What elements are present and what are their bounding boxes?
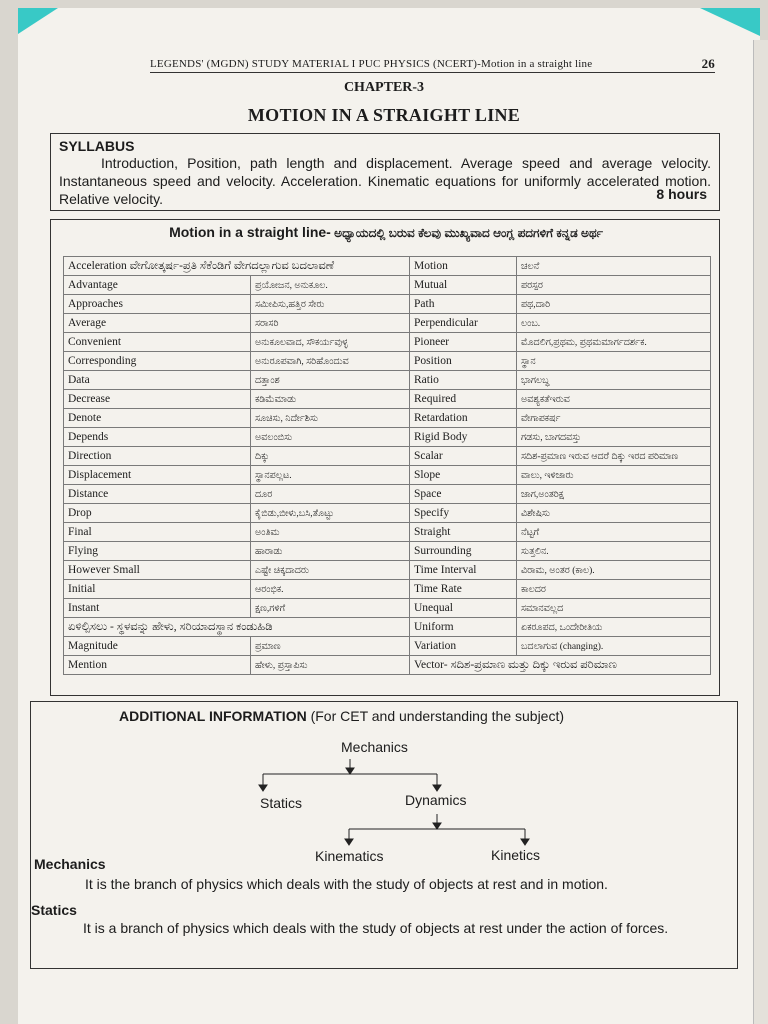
glossary-row	[64, 295, 711, 314]
glossary-term: Scalar	[410, 447, 517, 466]
glossary-meaning: ಚಲನೆ	[517, 257, 711, 276]
glossary-term: Distance	[64, 485, 251, 504]
glossary-meaning: ಪರಸ್ಪರ	[517, 276, 711, 295]
glossary-term: Denote	[64, 409, 251, 428]
glossary-term: Time Rate	[410, 580, 517, 599]
glossary-meaning: ಹೇಳು, ಪ್ರಸ್ತಾಪಿಸು	[251, 656, 410, 675]
glossary-row	[64, 257, 711, 276]
glossary-row	[64, 466, 711, 485]
glossary-meaning: ಕ್ಷಣ,ಗಳಿಗೆ	[251, 599, 410, 618]
glossary-term: Mention	[64, 656, 251, 675]
glossary-meaning: ದತ್ತಾಂಶ	[251, 371, 410, 390]
glossary-heading-kn: ಅಧ್ಯಾಯದಲ್ಲಿ ಬರುವ ಕೆಲವು ಮುಖ್ಯವಾದ ಆಂಗ್ಲ ಪದಗಳಿಗೆ ಕನ್ನಡ ಅರ್ಥ	[330, 226, 603, 240]
glossary-meaning: ಭಾಗಲಬ್ಧ	[517, 371, 711, 390]
glossary-term: Required	[410, 390, 517, 409]
glossary-term: Surrounding	[410, 542, 517, 561]
glossary-row	[64, 504, 711, 523]
glossary-term: Final	[64, 523, 251, 542]
glossary-term: Corresponding	[64, 352, 251, 371]
glossary-meaning: ಎಷ್ಟೇ ಚಿಕ್ಕದಾದರು	[251, 561, 410, 580]
tree-node-root: Mechanics	[341, 739, 408, 755]
glossary-row	[64, 523, 711, 542]
glossary-row	[64, 618, 711, 637]
glossary-meaning: ಅಂತಿಮ	[251, 523, 410, 542]
syllabus-text: Introduction, Position, path length and displacement. Average speed and average velocity. Instantaneous speed and velocity. Acceleration. Kinematic equations for uniformly accelerated motion. Relative velocity.	[59, 155, 711, 207]
glossary-meaning: ಅನುರೂಪವಾಗಿ, ಸರಿಹೊಂದುವ	[251, 352, 410, 371]
glossary-term: Decrease	[64, 390, 251, 409]
tree-arrowhead	[433, 823, 441, 829]
additional-info-box	[30, 701, 738, 969]
glossary-heading	[51, 224, 721, 241]
glossary-term: Pioneer	[410, 333, 517, 352]
glossary-heading-en: Motion in a straight line-	[169, 224, 331, 240]
running-header	[150, 58, 715, 73]
glossary-term: Initial	[64, 580, 251, 599]
glossary-term: Instant	[64, 599, 251, 618]
chapter-label: CHAPTER-3	[343, 80, 425, 95]
glossary-row	[64, 561, 711, 580]
glossary-meaning: ಕಡಿಮೆಮಾಡು	[251, 390, 410, 409]
glossary-row	[64, 333, 711, 352]
glossary-term: Path	[410, 295, 517, 314]
glossary-meaning: ಅನುಕೂಲವಾದ, ಸೌಕರ್ಯವುಳ್ಳ	[251, 333, 410, 352]
glossary-row	[64, 637, 711, 656]
glossary-term: Acceleration ವೇಗೋತ್ಕರ್ಷ-ಪ್ರತಿ ಸೆಕೆಂಡಿಗೆ ವೇಗದಲ್ಲಾಗುವ ಬದಲಾವಣೆ	[64, 257, 410, 276]
corner-decoration	[18, 8, 58, 34]
glossary-meaning: ವೇಗಾಪಕರ್ಷ	[517, 409, 711, 428]
glossary-meaning: ಸಮಾನವಲ್ಲದ	[517, 599, 711, 618]
glossary-meaning: ಕೈಬಿಡು,ಬೀಳು,ಬಸಿ,ತೊಟ್ಟು	[251, 504, 410, 523]
glossary-term: Direction	[64, 447, 251, 466]
syllabus-box	[50, 133, 720, 211]
glossary-meaning: ಪ್ರಯೋಜನ, ಅನುಕೂಲ.	[251, 276, 410, 295]
glossary-term: Flying	[64, 542, 251, 561]
glossary-meaning: ಏಕರೂಪದ, ಒಂದೇರೀತಿಯ	[517, 618, 711, 637]
glossary-row	[64, 409, 711, 428]
glossary-term: Position	[410, 352, 517, 371]
glossary-meaning: ವಿಶೇಷಿಸು	[517, 504, 711, 523]
tree-arrowhead	[345, 839, 353, 845]
syllabus-hours: 8 hours	[656, 186, 707, 202]
glossary-row	[64, 276, 711, 295]
glossary-row	[64, 314, 711, 333]
glossary-meaning: ನೆಟ್ಟಗೆ	[517, 523, 711, 542]
glossary-term: Advantage	[64, 276, 251, 295]
glossary-term: Perpendicular	[410, 314, 517, 333]
mechanics-text: It is the branch of physics which deals with the study of objects at rest and in motion.	[85, 876, 608, 892]
tree-arrowhead	[259, 785, 267, 791]
glossary-meaning: ಸದಿಶ-ಪ್ರಮಾಣ ಇರುವ ಆದರೆ ದಿಕ್ಕು ಇರದ ಪರಿಮಾಣ	[517, 447, 711, 466]
statics-heading: Statics	[31, 902, 77, 918]
tree-node-right: Dynamics	[405, 792, 467, 808]
glossary-term: Convenient	[64, 333, 251, 352]
glossary-term: Time Interval	[410, 561, 517, 580]
glossary-term: Drop	[64, 504, 251, 523]
glossary-term: Slope	[410, 466, 517, 485]
tree-arrowhead	[521, 839, 529, 845]
glossary-meaning: ಲಂಬ.	[517, 314, 711, 333]
glossary-row	[64, 390, 711, 409]
glossary-meaning: ಅವಶ್ಯಕತೆಇರುವ	[517, 390, 711, 409]
running-head-text: LEGENDS' (MGDN) STUDY MATERIAL I PUC PHYSICS (NCERT)-Motion in a straight line	[150, 58, 593, 70]
glossary-row	[64, 371, 711, 390]
glossary-term: Variation	[410, 637, 517, 656]
glossary-meaning: ದಿಕ್ಕು	[251, 447, 410, 466]
glossary-meaning: ಬದಲಾಗುವ (changing).	[517, 637, 711, 656]
syllabus-heading: SYLLABUS	[59, 138, 135, 154]
glossary-meaning: ಸ್ಥಾನ	[517, 352, 711, 371]
glossary-term: Vector- ಸದಿಶ-ಪ್ರಮಾಣ ಮತ್ತು ದಿಕ್ಕು ಇರುವ ಪರಿಮಾಣ	[410, 656, 711, 675]
page-number: 26	[701, 56, 715, 71]
glossary-meaning: ದೂರ	[251, 485, 410, 504]
tree-node-left: Statics	[260, 795, 303, 811]
glossary-table	[63, 256, 711, 675]
glossary-meaning: ವಿರಾಮ, ಅಂತರ (ಕಾಲ).	[517, 561, 711, 580]
glossary-term: Magnitude	[64, 637, 251, 656]
glossary-term: However Small	[64, 561, 251, 580]
glossary-term: Uniform	[410, 618, 517, 637]
additional-heading-bold: ADDITIONAL INFORMATION	[119, 708, 307, 724]
glossary-meaning: ಗಡಸು, ಬಾಗದವಸ್ತು	[517, 428, 711, 447]
glossary-term: Motion	[410, 257, 517, 276]
next-page-edge	[753, 40, 768, 1024]
glossary-meaning: ಕಾಲದರ	[517, 580, 711, 599]
glossary-term: Rigid Body	[410, 428, 517, 447]
statics-text: It is a branch of physics which deals with the study of objects at rest under the action of forces.	[83, 920, 669, 936]
glossary-term: Average	[64, 314, 251, 333]
glossary-term: Unequal	[410, 599, 517, 618]
glossary-meaning: ಹಾರಾಡು	[251, 542, 410, 561]
glossary-row	[64, 447, 711, 466]
mechanics-heading: Mechanics	[34, 856, 106, 872]
glossary-row	[64, 542, 711, 561]
tree-node-child-left: Kinematics	[315, 848, 384, 864]
glossary-row	[64, 656, 711, 675]
glossary-term: Data	[64, 371, 251, 390]
glossary-term: Space	[410, 485, 517, 504]
glossary-term: Approaches	[64, 295, 251, 314]
glossary-meaning: ಮೊದಲಿಗ,ಪ್ರಥಮ, ಪ್ರಥಮಮಾರ್ಗದರ್ಶಕ.	[517, 333, 711, 352]
glossary-meaning: ಸುತ್ತಲಿನ.	[517, 542, 711, 561]
glossary-term: Mutual	[410, 276, 517, 295]
glossary-meaning: ಪಥ,ದಾರಿ	[517, 295, 711, 314]
glossary-meaning: ಸ್ಥಾನಪಲ್ಲಟ.	[251, 466, 410, 485]
glossary-box	[50, 219, 720, 696]
tree-node-child-right: Kinetics	[491, 847, 541, 863]
glossary-term: ಏಳಿಲ್ಪಿಸಲು - ಸ್ಥಳವನ್ನು ಹೇಳು, ಸರಿಯಾದಸ್ಥಾನ ಕಂಡುಹಿಡಿ	[64, 618, 410, 637]
glossary-term: Depends	[64, 428, 251, 447]
glossary-meaning: ಸರಾಸರಿ	[251, 314, 410, 333]
glossary-meaning: ಸೂಚಿಸು, ನಿರ್ದೇಶಿಸು	[251, 409, 410, 428]
glossary-meaning: ವಾಲು, ಇಳಿಜಾರು	[517, 466, 711, 485]
glossary-term: Retardation	[410, 409, 517, 428]
corner-decoration-right	[700, 8, 760, 36]
glossary-meaning: ಸಮೀಪಿಸು,ಹತ್ತಿರ ಸೇರು	[251, 295, 410, 314]
glossary-row	[64, 580, 711, 599]
tree-arrowhead	[346, 768, 354, 774]
chapter-title: MOTION IN A STRAIGHT LINE	[247, 105, 521, 125]
additional-heading-rest: (For CET and understanding the subject)	[306, 708, 565, 724]
glossary-term: Straight	[410, 523, 517, 542]
glossary-meaning: ಆರಂಭಿಕ.	[251, 580, 410, 599]
glossary-meaning: ಪ್ರಮಾಣ	[251, 637, 410, 656]
glossary-row	[64, 599, 711, 618]
glossary-meaning: ಅವಲಂಬಿಸು	[251, 428, 410, 447]
glossary-term: Displacement	[64, 466, 251, 485]
glossary-meaning: ಜಾಗ,ಅಂತರಿಕ್ಷ	[517, 485, 711, 504]
glossary-term: Ratio	[410, 371, 517, 390]
glossary-row	[64, 485, 711, 504]
glossary-row	[64, 428, 711, 447]
glossary-row	[64, 352, 711, 371]
tree-arrowhead	[433, 785, 441, 791]
glossary-term: Specify	[410, 504, 517, 523]
